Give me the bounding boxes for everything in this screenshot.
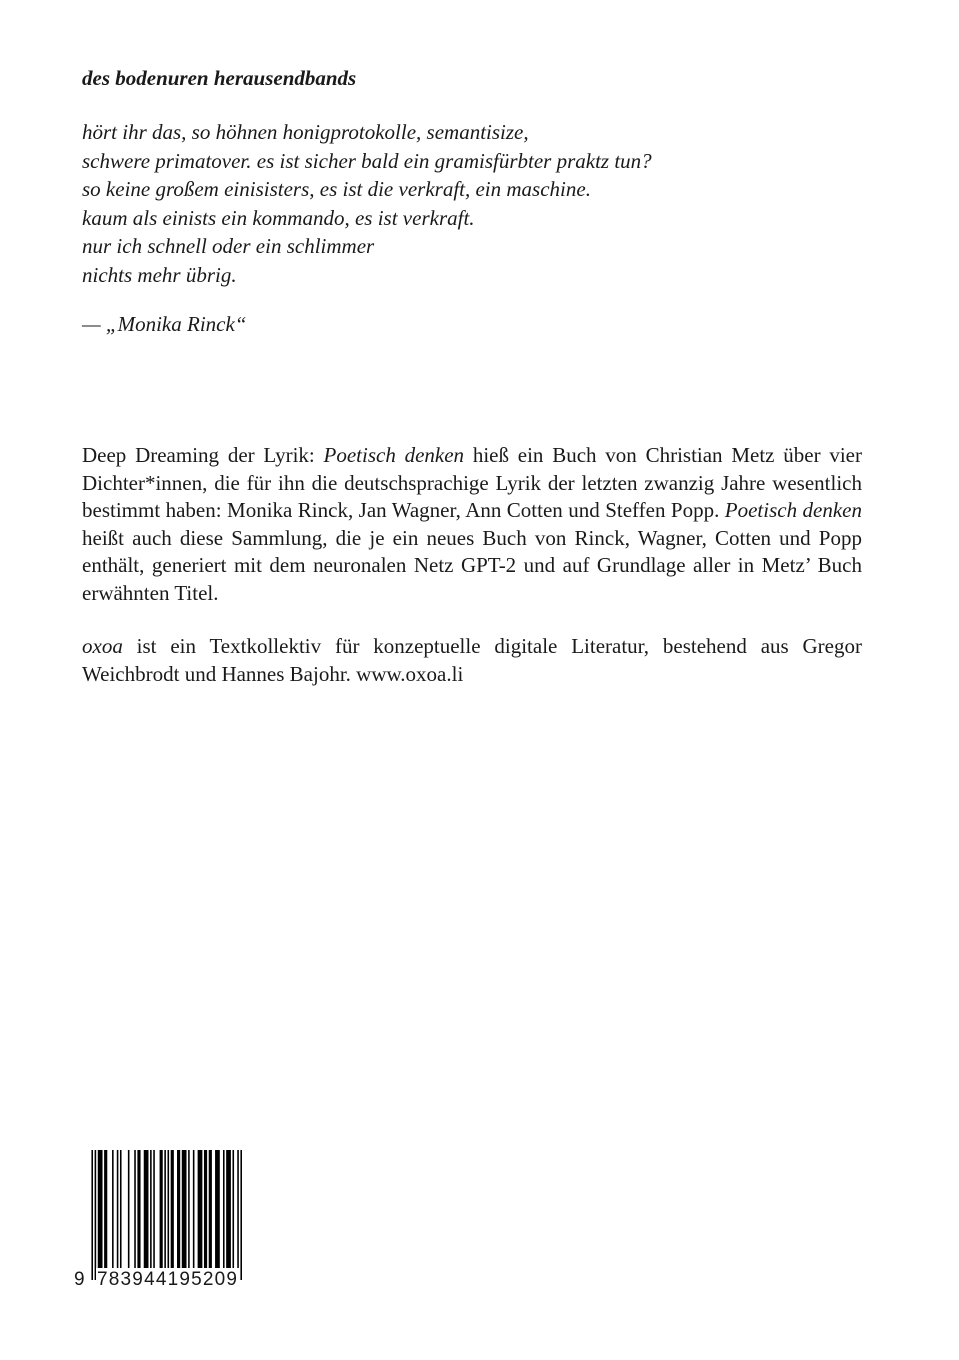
isbn-digits: 783944195209 xyxy=(97,1269,239,1290)
barcode-guard-bar xyxy=(237,1150,239,1280)
barcode-bar xyxy=(150,1150,152,1268)
barcode-bars xyxy=(74,1150,242,1280)
poem-line: so keine großem einisisters, es ist die verkraft, ein maschine. xyxy=(82,177,591,201)
poem-line: hört ihr das, so höhnen honigprotokolle, semantisize, xyxy=(82,120,529,144)
poem-line: kaum als einists ein kommando, es ist verkraft. xyxy=(82,205,475,230)
barcode-bar xyxy=(226,1150,231,1268)
barcode-bar xyxy=(137,1150,140,1268)
poem-line: schwere primatover. es ist sicher bald ein gramisfürbter praktz tun? xyxy=(82,148,652,173)
isbn-first-digit: 9 xyxy=(74,1269,86,1290)
barcode-bar xyxy=(188,1150,190,1268)
barcode-guard-bar xyxy=(91,1150,93,1280)
barcode-bar xyxy=(209,1150,212,1268)
barcode-guard-bar xyxy=(240,1150,242,1280)
book-title: Poetisch denken xyxy=(724,498,862,523)
barcode-bar xyxy=(232,1150,234,1268)
barcode-bar xyxy=(117,1150,119,1268)
barcode-bar xyxy=(128,1150,130,1268)
isbn-number xyxy=(74,1268,242,1292)
barcode-bar xyxy=(223,1150,225,1268)
barcode-bar xyxy=(112,1150,114,1268)
barcode-bar xyxy=(171,1150,174,1268)
poem-line: nur ich schnell oder ein schlimmer xyxy=(82,234,375,258)
book-description xyxy=(82,442,862,608)
barcode-guard-bar xyxy=(168,1150,170,1280)
poem-lines xyxy=(82,118,652,289)
barcode-bar xyxy=(120,1150,122,1268)
barcode-guard-bar xyxy=(164,1150,166,1280)
barcode-bar xyxy=(153,1150,155,1268)
barcode-bar xyxy=(215,1150,220,1268)
collective-description xyxy=(82,633,862,688)
description-part: hieß ein Buch von Christian Metz über vier Dichter*innen, die für ihn die deutschsprachige Lyrik der letzten zwanzig Jahre wesentlich bestimmt haben: Monika Rinck, Jan Wagner, Ann Cotten und Steffen Popp. xyxy=(82,443,862,523)
barcode-bar xyxy=(160,1150,163,1268)
description-part: Deep Dreaming der Lyrik: xyxy=(82,443,324,467)
barcode-guard-bar xyxy=(95,1150,97,1280)
collective-text: ist ein Textkollektiv für konzeptuelle digitale Literatur, bestehend aus Gregor Weichbrodt und Hannes Bajohr. www.oxoa.li xyxy=(82,634,862,686)
barcode-bar xyxy=(98,1150,103,1268)
barcode-bar xyxy=(104,1150,107,1268)
collective-name: oxoa xyxy=(82,634,123,658)
barcode-bar xyxy=(177,1150,180,1268)
poem-line: nichts mehr übrig. xyxy=(82,262,237,287)
poem-attribution: — „Monika Rinck“ xyxy=(82,312,247,336)
barcode-bar xyxy=(144,1150,149,1268)
barcode-bar xyxy=(193,1150,195,1268)
barcode-bar xyxy=(182,1150,187,1268)
barcode-bar xyxy=(134,1150,136,1268)
barcode-bar xyxy=(204,1150,207,1268)
poem-title: des bodenuren herausendbands xyxy=(82,66,357,90)
description-part: heißt auch diese Sammlung, die je ein neues Buch von Rinck, Wagner, Cotten und Popp enthält, generiert mit dem neuronalen Netz GPT-2 und auf Grundlage aller in Metz’ Buch erwähnten Titel. xyxy=(82,525,862,605)
book-title: Poetisch denken xyxy=(323,443,465,467)
barcode-bar xyxy=(198,1150,203,1268)
